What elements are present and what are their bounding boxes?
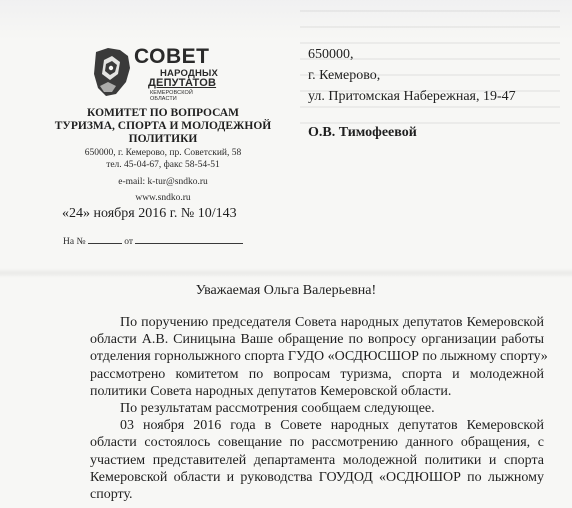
kemerovo-region-emblem-icon (90, 46, 134, 98)
council-logo (90, 45, 220, 102)
committee-email: e-mail: k-tur@sndko.ru (118, 177, 208, 187)
body-line: области А.В. Синицына Ваше обращение по вопросу организации работы (90, 332, 544, 348)
committee-line-1: КОМИТЕТ ПО ВОПРОСАМ (87, 107, 239, 119)
body-line: спорту. (90, 487, 133, 503)
body-line: По поручению председателя Совета народных депутатов Кемеровской (120, 315, 544, 330)
body-line: политики Совета народных депутатов Кемеровской области. (90, 383, 452, 399)
reference-date-blank (135, 235, 243, 244)
reference-line (63, 235, 243, 247)
body-line: 03 ноября 2016 года в Совете народных депутатов Кемеровской (120, 418, 544, 434)
reference-number-label: На № (63, 237, 86, 247)
recipient-postcode: 650000, (308, 47, 354, 62)
logo-subtitle-1: НАРОДНЫХ (160, 68, 219, 79)
address-line: 650000, г. Кемерово, пр. Советский, 58 (84, 148, 242, 158)
body-line: По результатам рассмотрения сообщаем следующее. (120, 401, 435, 417)
recipient-address (308, 44, 516, 107)
reference-date-label: от (124, 237, 134, 247)
letter-body (90, 314, 548, 503)
committee-address (48, 147, 278, 171)
reference-number-blank (88, 235, 122, 244)
committee-line-3: ПОЛИТИКИ (128, 133, 198, 145)
logo-subtitle-2: ДЕПУТАТОВ (148, 77, 217, 89)
body-line: Кемеровской области и руководства ГОУДОД «ОСДЮШОР по лыжному (90, 469, 544, 485)
logo-title: СОВЕТ (134, 45, 210, 68)
logo-region: КЕМЕРОВСКОЙ ОБЛАСТИ (150, 90, 193, 102)
greeting: Уважаемая Ольга Валерьевна! (195, 283, 377, 298)
body-line: участием представителей департамента молодежной политики и спорта (90, 452, 544, 468)
paper-fold (0, 268, 572, 278)
recipient-name: О.В. Тимофеевой (308, 125, 417, 140)
body-line: рассмотрено комитетом по вопросам туризма, спорта и молодежной (90, 366, 544, 382)
committee-name (48, 107, 278, 146)
committee-line-2: ТУРИЗМА, СПОРТА И МОЛОДЕЖНОЙ (54, 120, 272, 132)
body-line: области состоялось совещание по рассмотрению данного обращения, с (90, 435, 544, 451)
recipient-city: г. Кемерово, (308, 68, 381, 83)
letter-date-number: «24» ноября 2016 г. № 10/143 (62, 206, 237, 221)
body-line: отделения горнолыжного спорта ГУДО «ОСДЮСШОР по лыжному спорту» (90, 349, 548, 365)
recipient-street: ул. Притомская Набережная, 19-47 (308, 89, 516, 104)
committee-website: www.sndko.ru (135, 193, 191, 203)
phone-line: тел. 45-04-67, факс 58-54-51 (106, 160, 220, 170)
